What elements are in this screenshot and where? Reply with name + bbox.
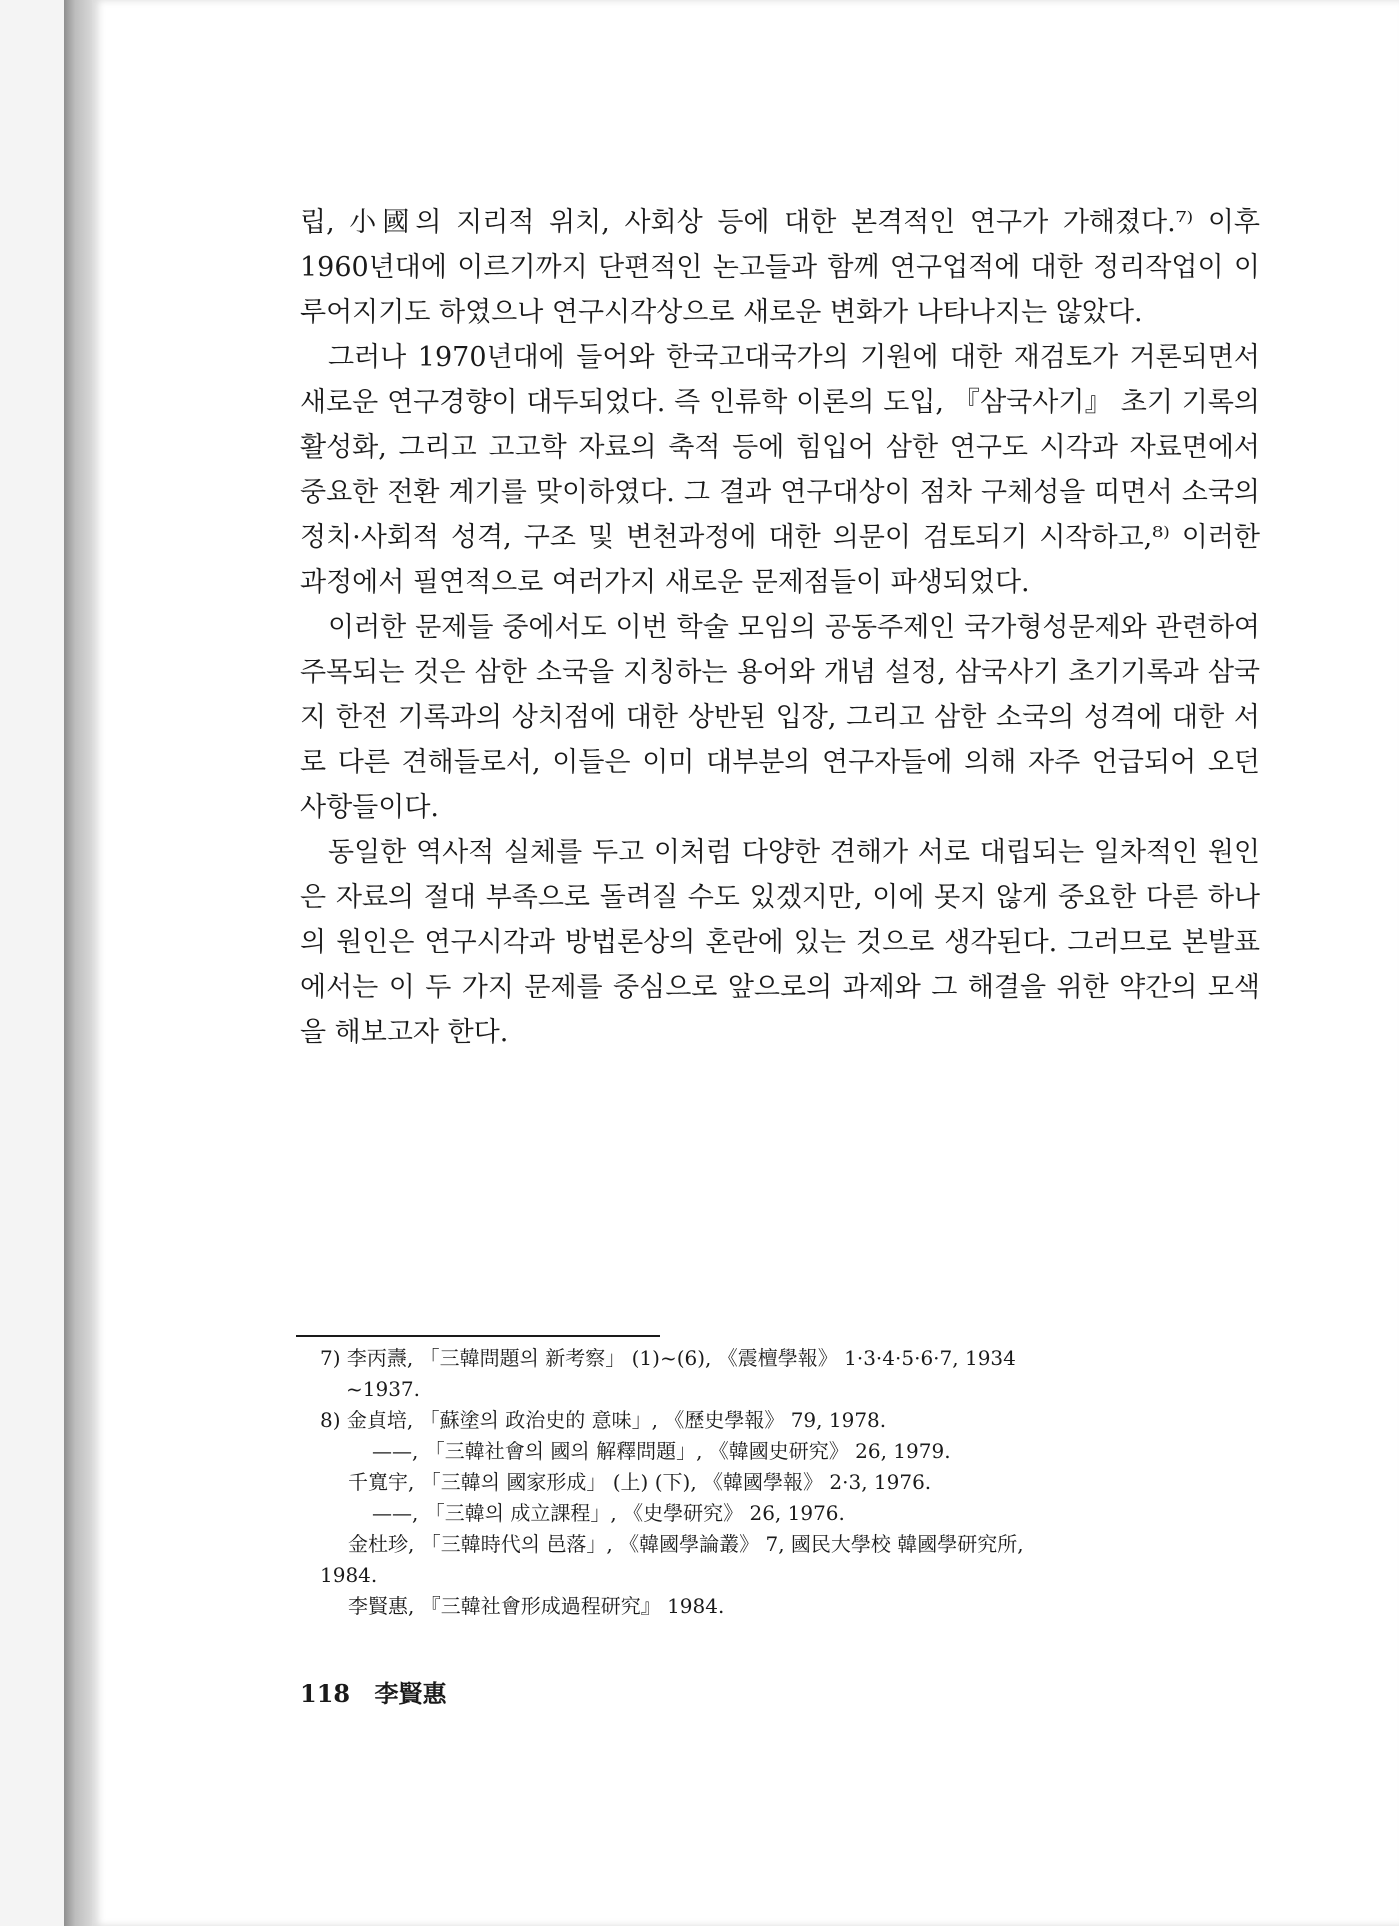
paragraph-3: 이러한 문제들 중에서도 이번 학술 모임의 공동주제인 국가형성문제와 관련하여 주목되는 것은 삼한 소국을 지칭하는 용어와 개념 설정, 삼국사기 초기기록과 삼국지 한전 기록과의 상치점에 대한 상반된 입장, 그리고 삼한 소국의 성격에 대한 서로 다른 견해들로서, 이들은 이미 대부분의 연구자들에 의해 자주 언급되어 오던 사항들이다. <box>300 612 1260 823</box>
footnote-8-line-4: ——, 「三韓의 成立課程」, 《史學研究》 26, 1976. <box>372 1501 845 1525</box>
footnote-8-line-3: 千寬宇, 「三韓의 國家形成」 (上) (下), 《韓國學報》 2·3, 1976. <box>348 1470 932 1494</box>
page-number: 118 <box>300 1679 351 1708</box>
book-spine <box>64 0 94 1926</box>
footnotes <box>320 1343 1260 1622</box>
footnote-8-line-2: ——, 「三韓社會의 國의 解釋問題」, 《韓國史研究》 26, 1979. <box>372 1439 951 1463</box>
paragraph-4: 동일한 역사적 실체를 두고 이처럼 다양한 견해가 서로 대립되는 일차적인 원인은 자료의 절대 부족으로 돌려질 수도 있겠지만, 이에 못지 않게 중요한 다른 하나의 원인은 연구시각과 방법론상의 혼란에 있는 것으로 생각된다. 그러므로 본발표에서는 이 두 가지 문제를 중심으로 앞으로의 과제와 그 해결을 위한 약간의 모색을 해보고자 한다. <box>300 837 1260 1048</box>
footnote-divider <box>296 1335 660 1337</box>
footnote-8-line-5: 金杜珍, 「三韓時代의 邑落」, 《韓國學論叢》 7, 國民大學校 韓國學研究所, <box>348 1532 1024 1556</box>
footnote-8-line-1: 8) 金貞培, 「蘇塗의 政治史的 意味」, 《歷史學報》 79, 1978. <box>320 1408 887 1432</box>
footnote-8-line-6: 1984. <box>320 1563 378 1587</box>
footnote-7-line-2: ~1937. <box>346 1377 421 1401</box>
footnote-7-line-1: 7) 李丙燾, 「三韓問題의 新考察」 (1)~(6), 《震檀學報》 1·3·4·5·6·7, 1934 <box>320 1346 1016 1370</box>
body-text <box>300 200 1260 1055</box>
footnote-8-line-7: 李賢惠, 『三韓社會形成過程研究』 1984. <box>348 1594 725 1618</box>
page-footer <box>300 1674 462 1709</box>
running-author: 李賢惠 <box>374 1679 447 1708</box>
paragraph-2: 그러나 1970년대에 들어와 한국고대국가의 기원에 대한 재검토가 거론되면서 새로운 연구경향이 대두되었다. 즉 인류학 이론의 도입, 『삼국사기』 초기 기록의 활성화, 그리고 고고학 자료의 축적 등에 힘입어 삼한 연구도 시각과 자료면에서 중요한 전환 계기를 맞이하였다. 그 결과 연구대상이 점차 구체성을 띠면서 소국의 정치·사회적 성격, 구조 및 변천과정에 대한 의문이 검토되기 시작하고,⁸⁾ 이러한 과정에서 필연적으로 여러가지 새로운 문제점들이 파생되었다. <box>300 342 1260 598</box>
paragraph-1: 립, 小國의 지리적 위치, 사회상 등에 대한 본격적인 연구가 가해졌다.⁷⁾ 이후 1960년대에 이르기까지 단편적인 논고들과 함께 연구업적에 대한 정리작업이 이루어지기도 하였으나 연구시각상으로 새로운 변화가 나타나지는 않았다. <box>300 207 1260 328</box>
